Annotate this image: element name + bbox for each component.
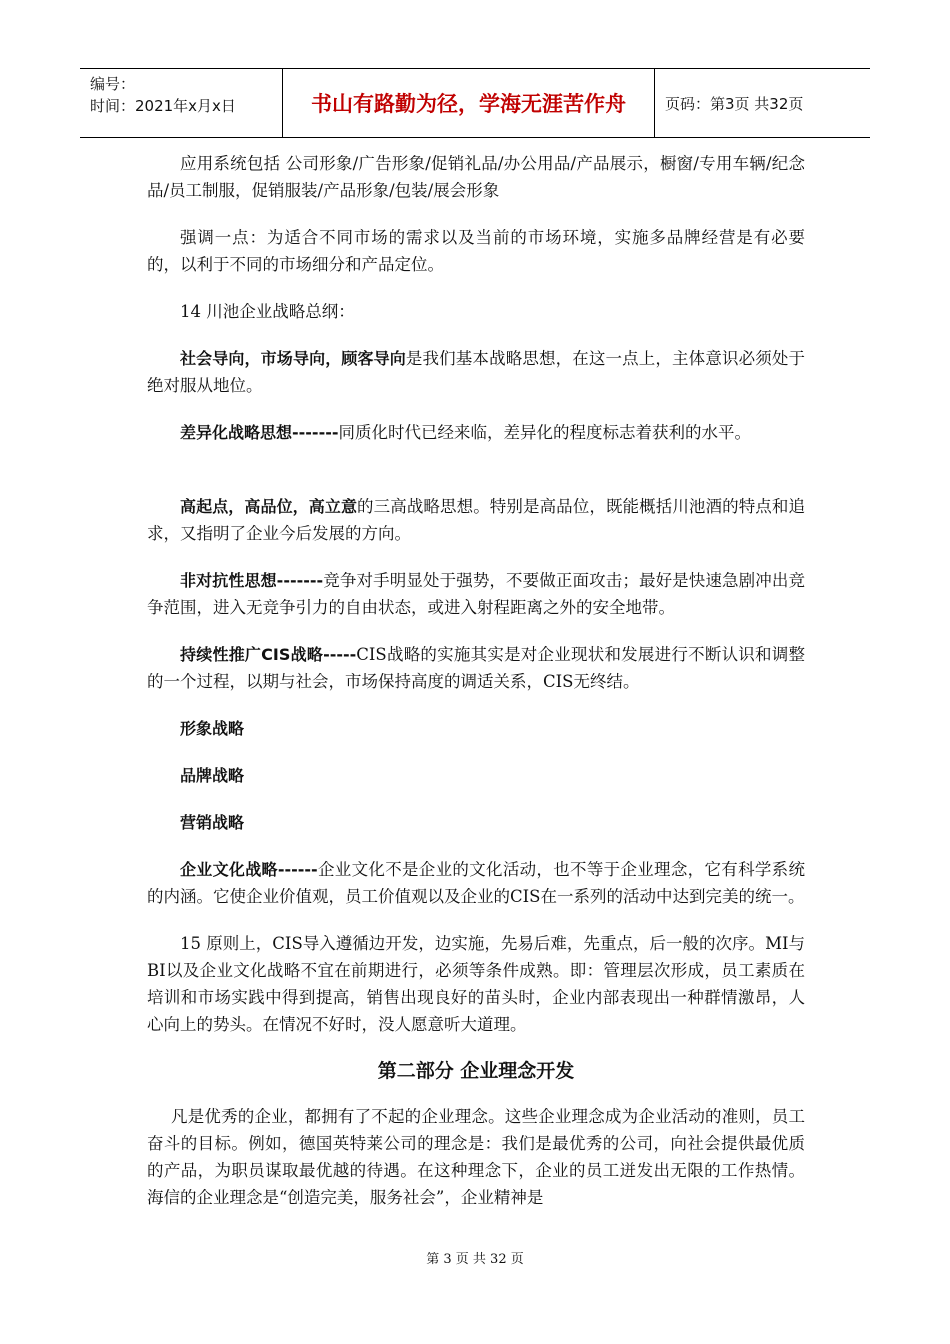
document-body <box>147 150 805 1231</box>
paragraph-non-confrontation <box>147 567 805 621</box>
paragraph-cis-strategy <box>147 641 805 695</box>
bold-phrase: 高起点，高品位，高立意 <box>180 497 358 516</box>
header-motto: 书山有路勤为径，学海无涯苦作舟 <box>282 69 655 137</box>
paragraph-differentiation <box>147 419 805 446</box>
paragraph-orientation <box>147 345 805 399</box>
bold-phrase: 形象战略 <box>180 719 245 738</box>
paragraph-enterprise-philosophy: 凡是优秀的企业，都拥有了不起的企业理念。这些企业理念成为企业活动的准则，员工奋斗的目标。例如，德国英特莱公司的理念是：我们是最优秀的公司，向社会提供最优质的产品，为职员谋取最优越的待遇。在这种理念下，企业的员工迸发出无限的工作热情。海信的企业理念是“创造完美，服务社会”，企业精神是 <box>147 1107 805 1207</box>
bold-phrase: 差异化战略思想------- <box>180 423 339 442</box>
paragraph-image-strategy <box>147 715 805 742</box>
bold-phrase: 社会导向，市场导向，顾客导向 <box>180 349 406 368</box>
paragraph-emphasis: 强调一点：为适合不同市场的需求以及当前的市场环境，实施多品牌经营是有必要的，以利于不同的市场细分和产品定位。 <box>147 228 805 274</box>
document-date-label: 时间：2021年x月x日 <box>90 97 236 115</box>
paragraph-text: 同质化时代已经来临，差异化的程度标志着获利的水平。 <box>338 423 751 442</box>
paragraph-text: 竞争对手明显处于强势，不要做正面攻击；最好是快速急剧冲出竞争范围，进入无竞争引力的自由状态，或进入射程距离之外的安全地带。 <box>147 571 805 617</box>
page-header <box>80 68 870 138</box>
document-number-label: 编号： <box>90 75 136 93</box>
section-heading: 第二部分 企业理念开发 <box>377 1060 575 1082</box>
page-footer: 第 3 页 共 32 页 <box>426 1252 524 1267</box>
bold-phrase: 企业文化战略------ <box>180 860 318 879</box>
paragraph-application-systems: 应用系统包括 公司形象/广告形象/促销礼品/办公用品/产品展示，橱窗/专用车辆/纪念品/员工制服，促销服装/产品形象/包装/展会形象 <box>147 154 805 200</box>
paragraph-text: 企业文化不是企业的文化活动，也不等于企业理念，它有科学系统的内涵。它使企业价值观，员工价值观以及企业的CIS在一系列的活动中达到完美的统一。 <box>147 860 805 906</box>
paragraph-three-highs <box>147 493 805 547</box>
header-page-label: 页码：第3页 共32页 <box>665 94 804 113</box>
paragraph-text: CIS战略的实施其实是对企业现状和发展进行不断认识和调整的一个过程，以期与社会，市场保持高度的调适关系，CIS无终结。 <box>147 645 805 691</box>
bold-phrase: 持续性推广CIS战略----- <box>180 645 357 664</box>
paragraph-marketing-strategy <box>147 809 805 836</box>
paragraph-cis-principle: 15 原则上，CIS导入遵循边开发，边实施，先易后难，先重点，后一般的次序。MI与BI以及企业文化战略不宜在前期进行，必须等条件成熟。即：管理层次形成，员工素质在培训和市场实践中得到提高，销售出现良好的苗头时，企业内部表现出一种群情激昂，人心向上的势头。在情况不好时，没人愿意听大道理。 <box>147 934 805 1034</box>
header-left-cell <box>80 69 282 137</box>
paragraph-text: 的三高战略思想。特别是高品位，既能概括川池酒的特点和追求，又指明了企业今后发展的方向。 <box>147 497 805 543</box>
bold-phrase: 品牌战略 <box>180 766 245 785</box>
bold-phrase: 营销战略 <box>180 813 245 832</box>
bold-phrase: 非对抗性思想------- <box>180 571 324 590</box>
paragraph-brand-strategy <box>147 762 805 789</box>
paragraph-text: 是我们基本战略思想，在这一点上，主体意识必须处于绝对服从地位。 <box>147 349 805 395</box>
paragraph-strategy-outline: 14 川池企业战略总纲： <box>180 302 355 321</box>
paragraph-culture-strategy <box>147 856 805 910</box>
